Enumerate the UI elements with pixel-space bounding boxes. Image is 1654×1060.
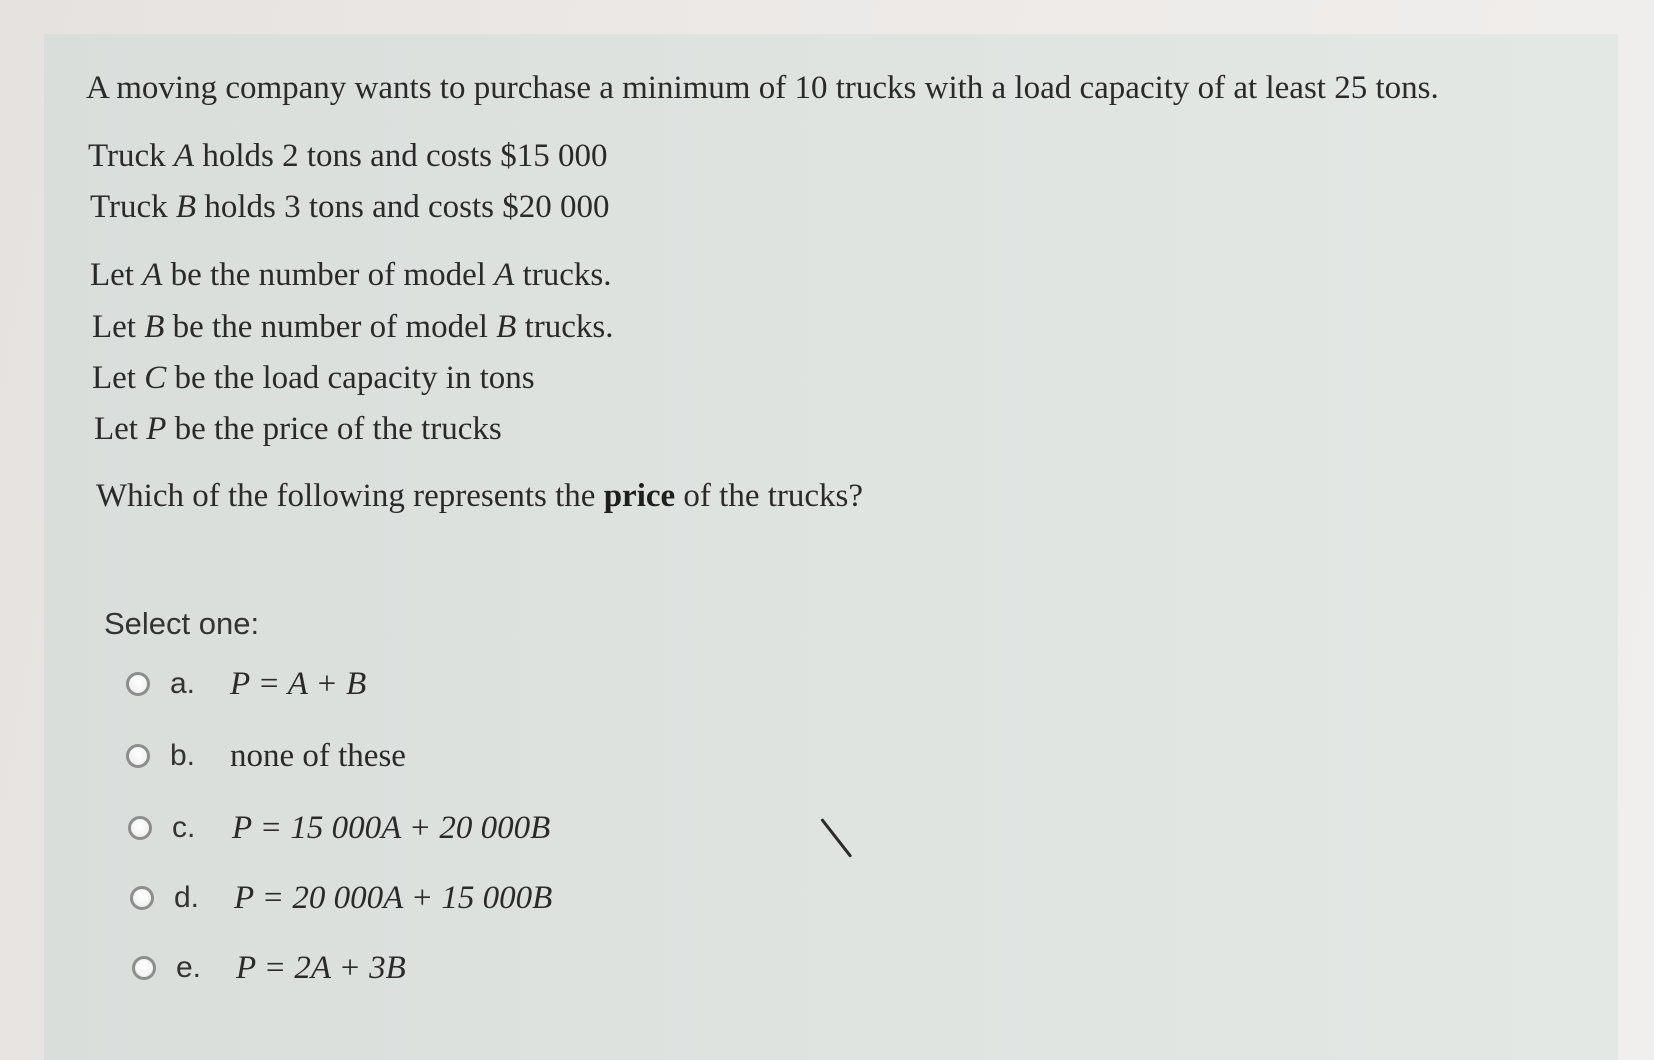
question-prompt: Which of the following represents the price of the trucks? (96, 478, 864, 514)
question-panel (44, 34, 1618, 1060)
select-one-label: Select one: (104, 606, 260, 641)
truck-b-info: Truck B holds 3 tons and costs $20 000 (90, 189, 610, 225)
let-p-definition: Let P be the price of the trucks (94, 411, 502, 447)
pen-check-mark (820, 818, 852, 858)
option-text: P = 2A + 3B (236, 949, 406, 986)
question-intro: A moving company wants to purchase a minimum of 10 trucks with a load capacity of at least 25 tons. (86, 70, 1439, 106)
option-text: P = 15 000A + 20 000B (232, 809, 551, 846)
option-c[interactable] (128, 804, 550, 852)
option-text: none of these (230, 737, 406, 774)
option-e[interactable] (132, 944, 406, 992)
option-letter: c. (172, 811, 196, 844)
truck-a-info: Truck A holds 2 tons and costs $15 000 (88, 138, 608, 174)
option-text: P = A + B (230, 665, 367, 702)
radio-b[interactable] (126, 744, 150, 768)
radio-a[interactable] (126, 672, 150, 696)
option-letter: d. (174, 881, 200, 914)
option-letter: b. (170, 739, 196, 772)
option-text: P = 20 000A + 15 000B (234, 879, 553, 916)
let-c-definition: Let C be the load capacity in tons (92, 360, 535, 396)
let-b-definition: Let B be the number of model B trucks. (92, 309, 614, 345)
radio-e[interactable] (132, 956, 156, 980)
option-b[interactable] (126, 732, 406, 780)
radio-c[interactable] (128, 816, 152, 840)
option-a[interactable] (126, 660, 366, 708)
option-d[interactable] (130, 874, 552, 922)
let-a-definition: Let A be the number of model A trucks. (90, 257, 612, 293)
option-letter: a. (170, 667, 196, 700)
radio-d[interactable] (130, 886, 154, 910)
option-letter: e. (176, 951, 202, 984)
